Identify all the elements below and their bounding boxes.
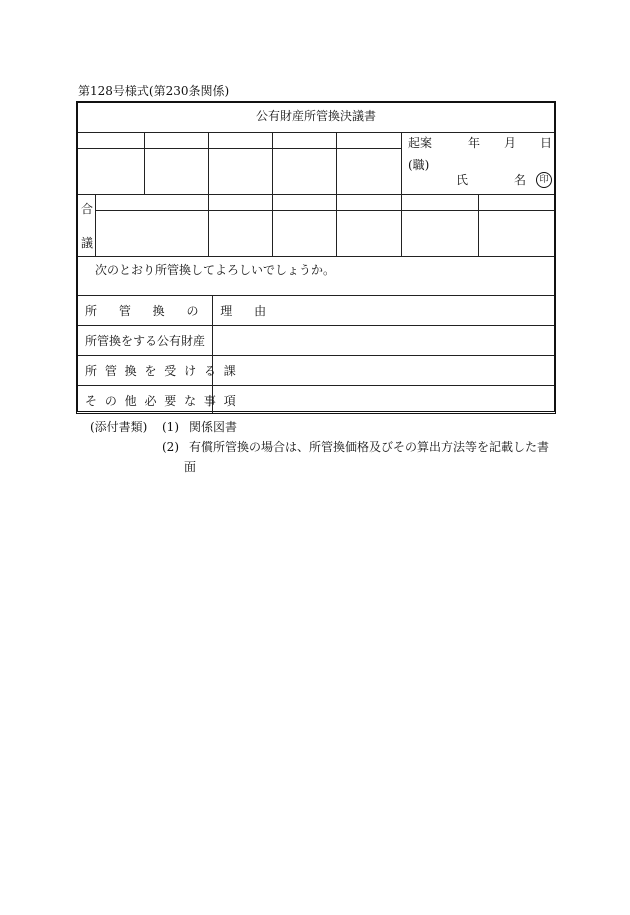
divider [78, 194, 554, 195]
seal-mark: 印 [536, 172, 552, 188]
request-text: 次のとおり所管換してよろしいでしょうか。 [95, 263, 336, 277]
row-label-reason: 所 管 換 の 理 由 [85, 304, 276, 318]
divider [478, 194, 479, 256]
shimei-last: 氏 [456, 173, 469, 187]
divider [144, 132, 145, 194]
gougi-label-top: 合 [81, 202, 94, 216]
divider [78, 355, 554, 356]
form-number-label: 第128号様式(第230条関係) [78, 84, 230, 98]
divider [336, 132, 337, 194]
divider [208, 194, 209, 256]
divider [78, 256, 554, 257]
divider [95, 194, 96, 256]
document-title: 公有財産所管換決議書 [255, 109, 376, 123]
divider [95, 210, 554, 211]
row-label-property: 所管換をする公有財産 [85, 334, 206, 348]
divider [78, 325, 554, 326]
attachment-2-num: (2) [162, 440, 179, 454]
shoku-label: (職) [408, 158, 430, 172]
row-label-receiving-section: 所 管 換 を 受 け る 課 [85, 364, 238, 378]
divider [78, 385, 554, 386]
divider [78, 148, 401, 149]
shimei-first: 名 [514, 173, 527, 187]
divider [78, 132, 554, 133]
divider [336, 194, 337, 256]
attachment-2-text: 有償所管換の場合は、所管換価格及びその算出方法等を記載した書 [189, 440, 550, 454]
attachment-1-num: (1) [162, 420, 179, 434]
row-label-other-matters: そ の 他 必 要 な 事 項 [85, 394, 238, 408]
divider [272, 132, 273, 194]
attachment-1-text: 関係図書 [189, 420, 238, 434]
kian-day: 日 [540, 136, 553, 150]
kian-month: 月 [504, 136, 517, 150]
divider [208, 132, 209, 194]
divider [272, 194, 273, 256]
divider [401, 194, 402, 256]
kian-year: 年 [468, 136, 481, 150]
kian-label: 起案 [408, 136, 433, 150]
resolution-form [76, 101, 556, 414]
gougi-label-bottom: 議 [81, 236, 94, 250]
divider [401, 132, 402, 194]
attachments-label: (添付書類) [90, 420, 148, 434]
divider [78, 295, 554, 296]
attachment-2-text-cont: 面 [184, 460, 197, 474]
